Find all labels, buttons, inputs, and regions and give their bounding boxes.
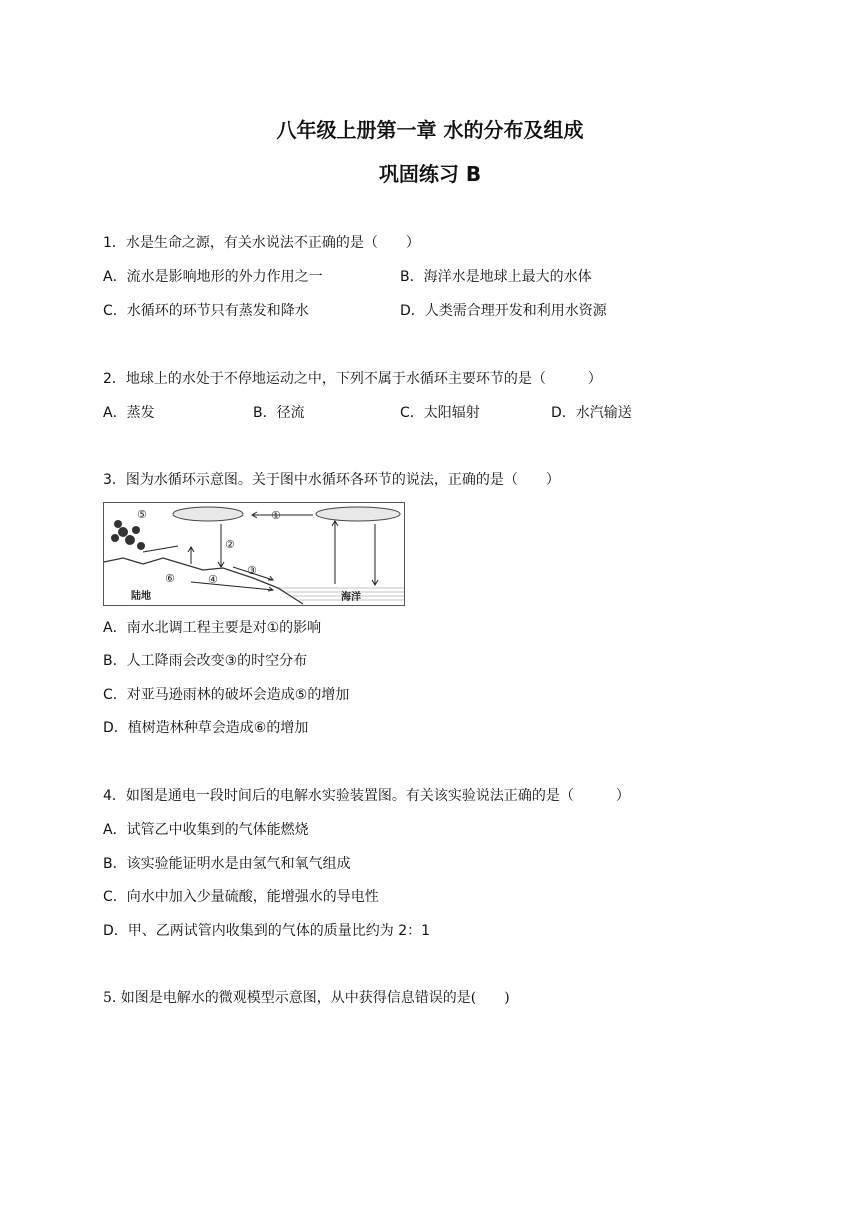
question-4-option-d: D．甲、乙两试管内收集到的气体的质量比约为 2：1 (103, 923, 431, 939)
question-4-stem: 4．如图是通电一段时间后的电解水实验装置图。有关该实验说法正确的是（ ） (103, 788, 630, 804)
label-4: ④ (208, 573, 218, 586)
label-1: ① (271, 509, 281, 522)
label-6: ⑥ (165, 572, 175, 585)
question-1-option-a: A．流水是影响地形的外力作用之一 (103, 269, 323, 285)
question-2-option-b: B．径流 (253, 405, 305, 421)
land-label: 陆地 (131, 591, 151, 602)
question-1-option-d: D．人类需合理开发和利用水资源 (400, 303, 607, 319)
question-4-option-a: A．试管乙中收集到的气体能燃烧 (103, 822, 309, 838)
label-3: ③ (247, 564, 257, 577)
question-2-option-d: D．水汽输送 (551, 405, 632, 421)
cloud-right (316, 507, 400, 521)
water-cycle-diagram (103, 502, 405, 606)
ocean-label: 海洋 (341, 592, 361, 603)
document-title: 八年级上册第一章 水的分布及组成 (276, 118, 584, 142)
label-5: ⑤ (137, 508, 147, 521)
question-1-option-c: C．水循环的环节只有蒸发和降水 (103, 303, 309, 319)
question-3-option-b: B．人工降雨会改变③的时空分布 (103, 653, 308, 669)
document-subtitle: 巩固练习 B (378, 162, 482, 186)
question-2-stem: 2．地球上的水处于不停地运动之中，下列不属于水循环主要环节的是（ ） (103, 371, 602, 387)
question-1-stem: 1．水是生命之源，有关水说法不正确的是（ ） (103, 235, 420, 251)
question-1-option-b: B．海洋水是地球上最大的水体 (400, 269, 592, 285)
question-3-option-a: A．南水北调工程主要是对①的影响 (103, 620, 322, 636)
label-2: ② (225, 538, 235, 551)
question-2-option-a: A．蒸发 (103, 405, 155, 421)
question-4-option-c: C．向水中加入少量硫酸，能增强水的导电性 (103, 889, 379, 905)
cloud-left (173, 507, 243, 521)
question-3-option-c: C．对亚马逊雨林的破坏会造成⑤的增加 (103, 687, 350, 703)
question-4-option-b: B．该实验能证明水是由氢气和氧气组成 (103, 856, 351, 872)
question-3-stem: 3．图为水循环示意图。关于图中水循环各环节的说法，正确的是（ ） (103, 472, 560, 488)
question-5-stem: 5. 如图是电解水的微观模型示意图，从中获得信息错误的是( ) (103, 990, 510, 1006)
question-2-option-c: C．太阳辐射 (400, 405, 480, 421)
question-3-option-d: D．植树造林种草会造成⑥的增加 (103, 720, 309, 736)
